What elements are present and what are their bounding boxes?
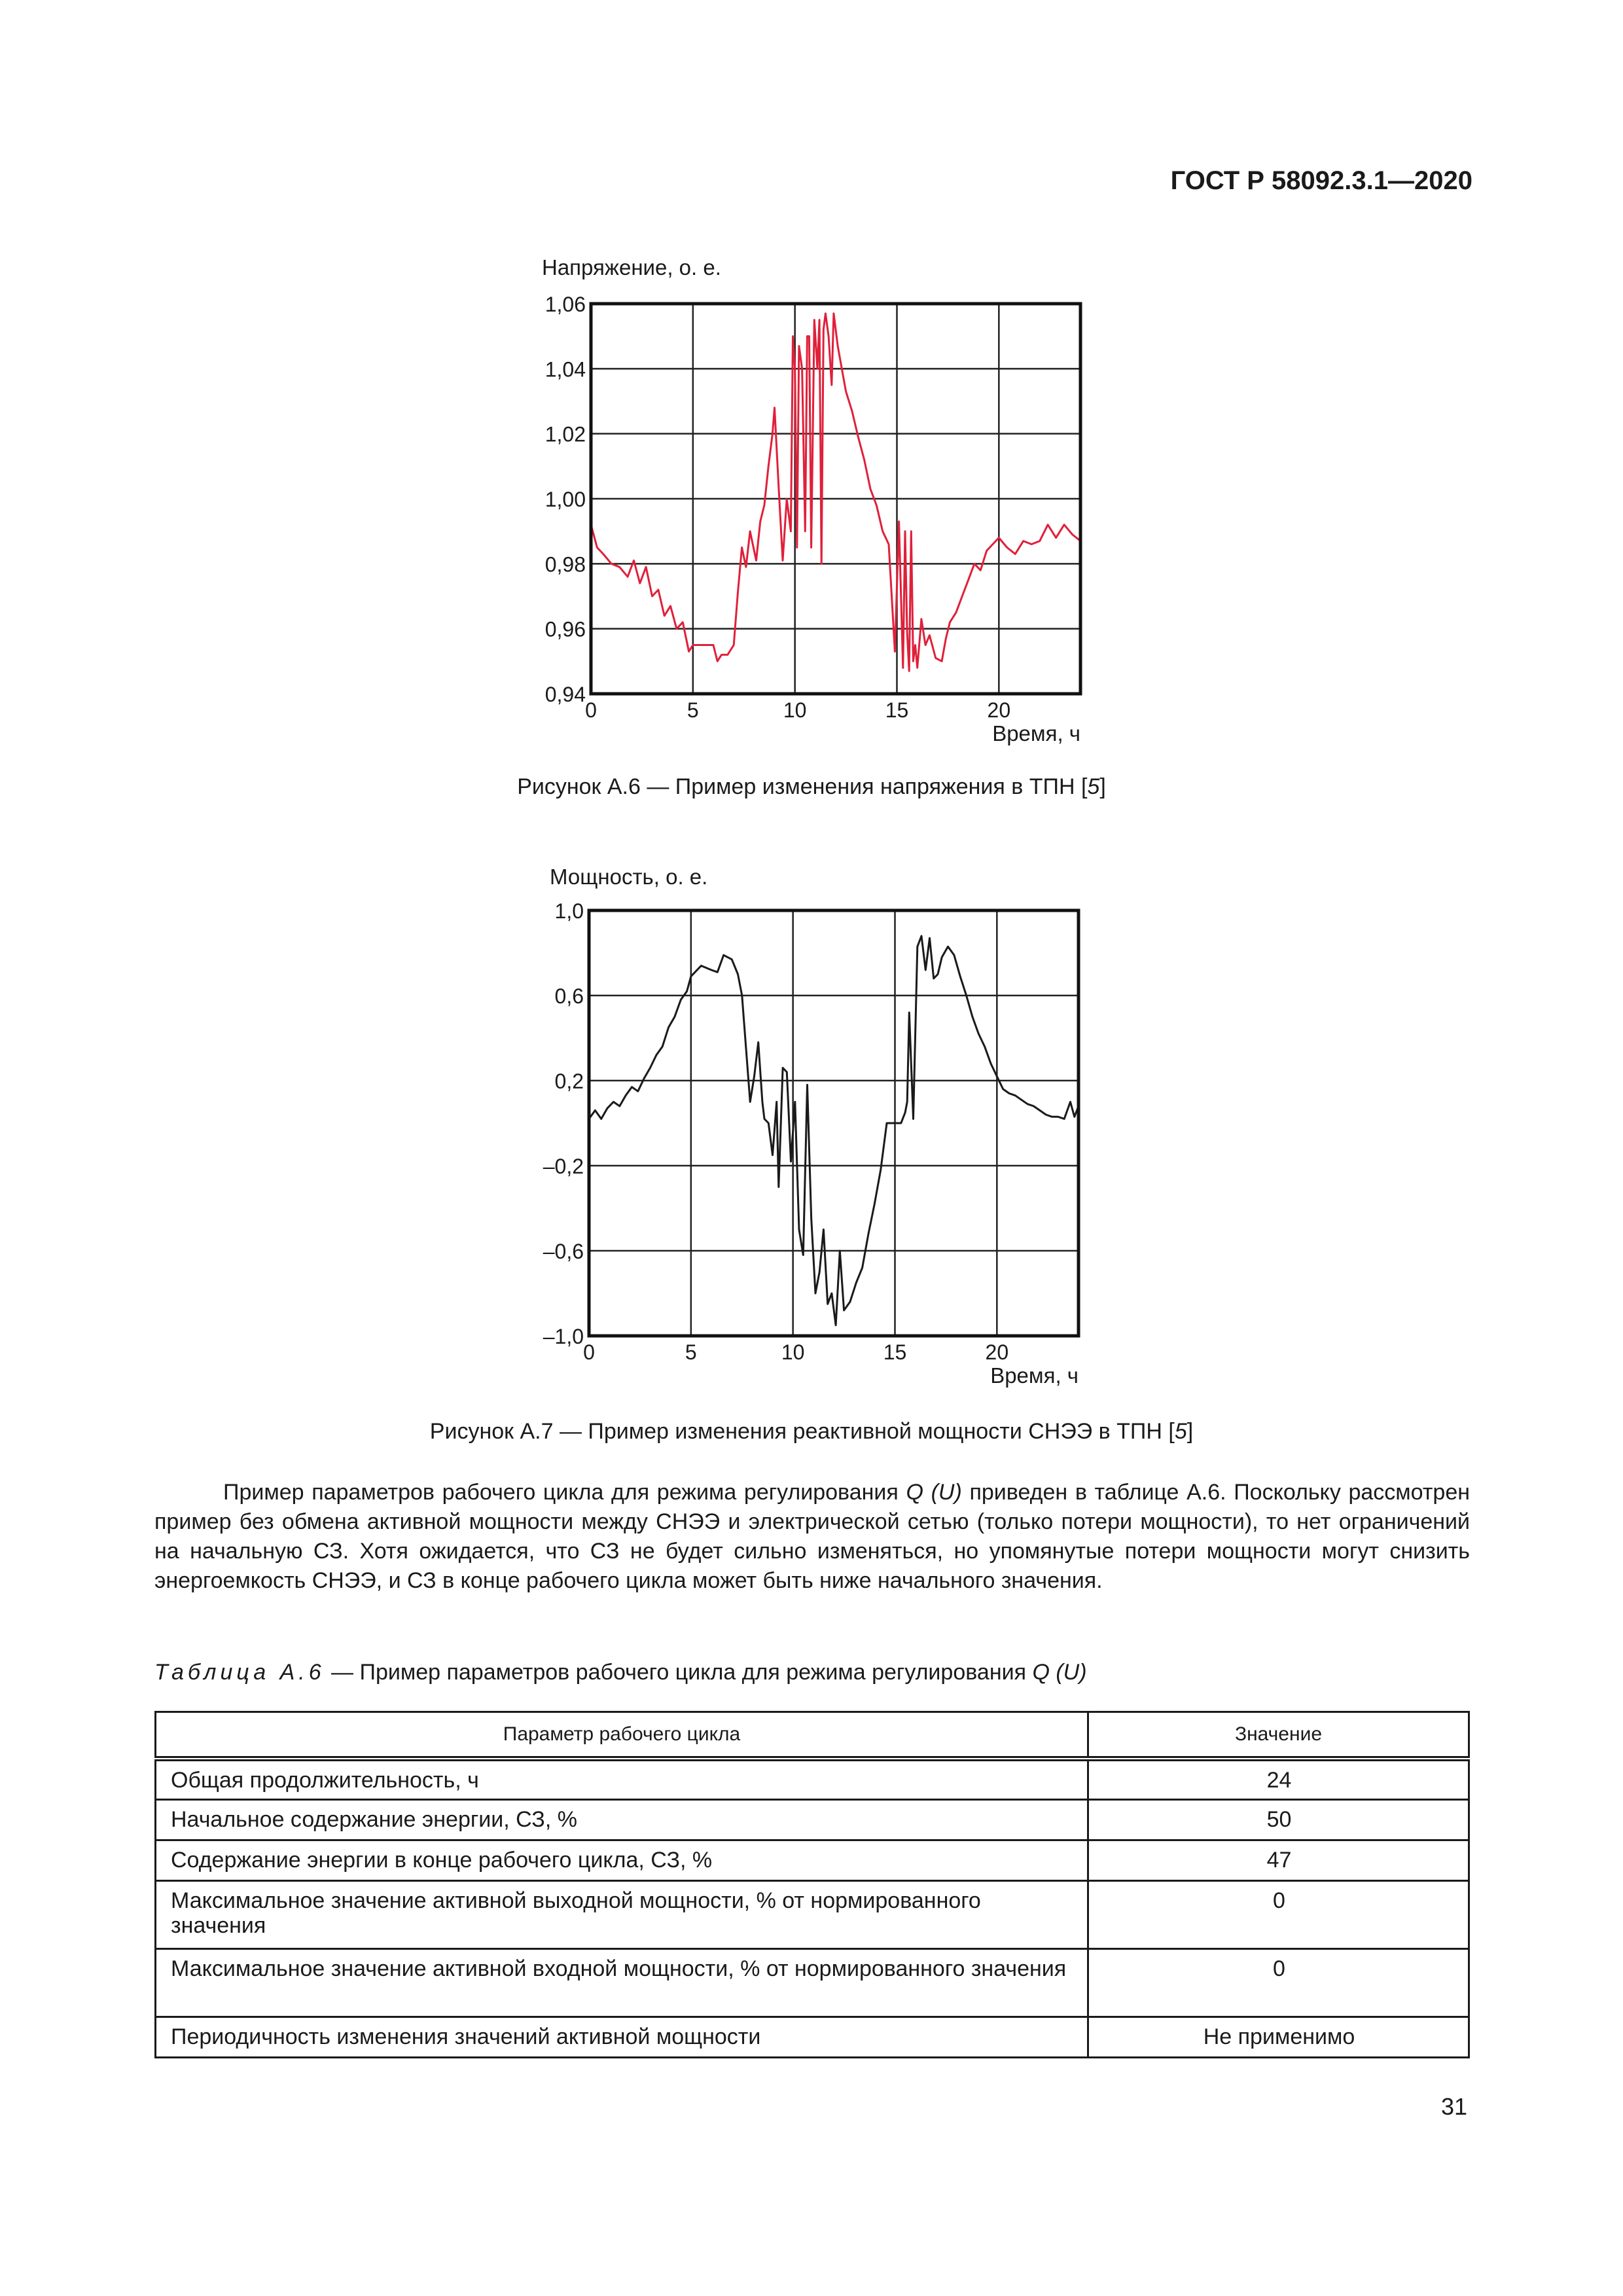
data-series-line	[589, 936, 1079, 1325]
x-tick-label: 10	[783, 698, 807, 722]
x-tick-label: 10	[781, 1340, 805, 1364]
figure-a6-caption-end: ]	[1099, 774, 1106, 799]
x-tick-label: 15	[885, 698, 909, 722]
figure-a7-caption-end: ]	[1186, 1419, 1194, 1444]
y-axis-title: Напряжение, о. е.	[542, 255, 721, 279]
x-tick-label: 15	[883, 1340, 907, 1364]
paragraph-text-start: Пример параметров рабочего цикла для режима регулирования	[223, 1480, 906, 1505]
y-tick-label: 0,94	[544, 683, 586, 706]
figure-a6-reference: 5	[1087, 774, 1100, 799]
x-axis-title: Время, ч	[990, 1363, 1079, 1388]
paragraph-text-end: приведен в таблице А.6. Поскольку рассмотрен пример без обмена активной мощности между СНЭЭ и электрической сетью (только потери мощности), то нет ограничений на начальную СЗ. Хотя ожидается, что СЗ не будет сильно изменяться, но упомянутые потери мощности могут снизить энергоемкость СНЭЭ, и СЗ в конце рабочего цикла может быть ниже начального значения.	[154, 1480, 1471, 1593]
y-tick-label: 0,2	[554, 1069, 584, 1093]
table-caption-symbol: Q (U)	[1032, 1660, 1087, 1685]
param-cell: Начальное содержание энергии, СЗ, %	[156, 1799, 1088, 1840]
table-row	[156, 1799, 1469, 1840]
table-row	[156, 1948, 1469, 2017]
x-tick-label: 20	[985, 1340, 1009, 1364]
figure-a7-caption-text: Рисунок А.7 — Пример изменения реактивной мощности СНЭЭ в ТПН [	[429, 1419, 1175, 1444]
table-caption-label: Таблица	[154, 1660, 270, 1685]
figure-a7-reference: 5	[1174, 1419, 1187, 1444]
x-tick-label: 0	[583, 1340, 595, 1364]
table-row	[156, 1840, 1469, 1880]
column-header-parameter: Параметр рабочего цикла	[156, 1712, 1088, 1759]
y-tick-label: 0,96	[544, 617, 586, 641]
y-tick-label: 1,06	[544, 293, 586, 316]
value-cell: Не применимо	[1088, 2017, 1469, 2057]
x-tick-label: 5	[685, 1340, 697, 1364]
table-caption	[154, 1660, 1470, 1685]
page-number: 31	[1440, 2093, 1467, 2120]
y-tick-label: –0,2	[543, 1155, 584, 1178]
y-axis-title: Мощность, о. е.	[550, 865, 708, 889]
document-header: ГОСТ Р 58092.3.1—2020	[1170, 166, 1472, 195]
param-cell: Максимальное значение активной входной мощности, % от нормированного значения	[156, 1948, 1088, 2017]
y-tick-label: 1,02	[544, 422, 586, 446]
y-tick-label: –1,0	[543, 1325, 584, 1348]
param-cell: Содержание энергии в конце рабочего цикла, СЗ, %	[156, 1840, 1088, 1880]
param-cell: Периодичность изменения значений активной мощности	[156, 2017, 1088, 2057]
plot-frame	[589, 910, 1079, 1336]
value-cell: 47	[1088, 1840, 1469, 1880]
table-row	[156, 1880, 1469, 1948]
table-caption-text: — Пример параметров рабочего цикла для режима регулирования	[325, 1660, 1033, 1685]
table-header-row	[156, 1712, 1469, 1759]
x-tick-label: 0	[585, 698, 597, 722]
value-cell: 24	[1088, 1759, 1469, 1799]
column-header-value: Значение	[1088, 1712, 1469, 1759]
table-row	[156, 2017, 1469, 2057]
x-tick-label: 5	[687, 698, 699, 722]
y-tick-label: 1,00	[544, 488, 586, 511]
param-cell: Общая продолжительность, ч	[156, 1759, 1088, 1799]
y-tick-label: 0,6	[554, 984, 584, 1008]
q-u-symbol: Q (U)	[906, 1480, 962, 1505]
value-cell: 0	[1088, 1880, 1469, 1948]
value-cell: 50	[1088, 1799, 1469, 1840]
y-tick-label: 1,0	[554, 899, 584, 923]
figure-a7-caption	[0, 1419, 1623, 1444]
parameters-table	[154, 1711, 1470, 2058]
x-tick-label: 20	[987, 698, 1011, 722]
param-cell: Максимальное значение активной выходной мощности, % от нормированного значения	[156, 1880, 1088, 1948]
table-caption-number: А.6	[270, 1660, 325, 1685]
y-tick-label: 0,98	[544, 552, 586, 577]
value-cell: 0	[1088, 1948, 1469, 2017]
table-row	[156, 1759, 1469, 1799]
figure-a6-caption-text: Рисунок А.6 — Пример изменения напряжения в ТПН [	[517, 774, 1088, 799]
x-axis-title: Время, ч	[992, 721, 1080, 745]
y-tick-label: –0,6	[543, 1240, 584, 1263]
body-paragraph	[154, 1478, 1470, 1596]
y-tick-label: 1,04	[544, 357, 586, 382]
